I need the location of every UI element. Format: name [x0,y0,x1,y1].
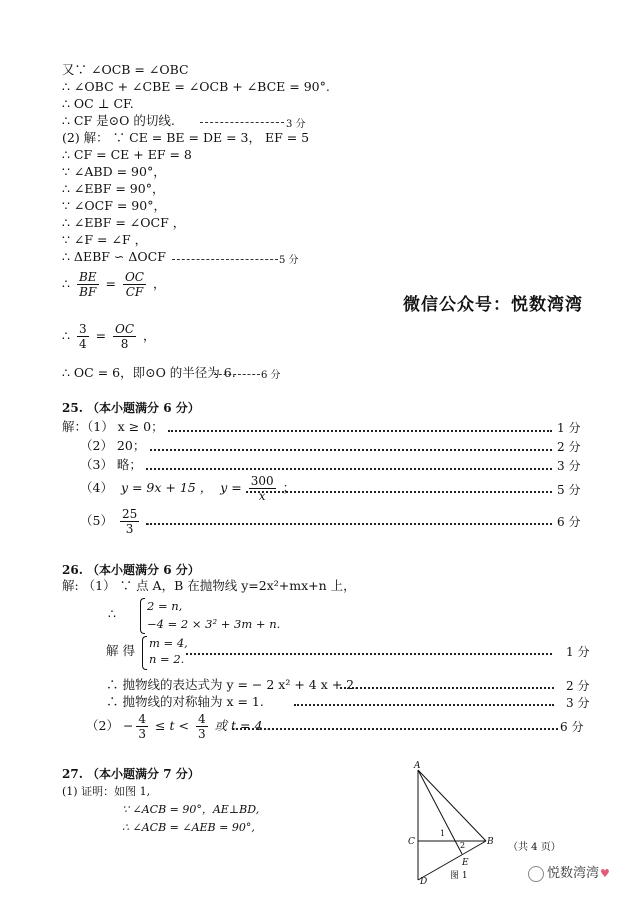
leader-dots [232,728,558,730]
score-mark: 3 分 [286,119,306,130]
answer-line-fraction: （5） $\frac{25}{3}$ . [80,507,151,536]
answer-line: （2） 20； [80,438,146,453]
answer-line: ∵ ∠ACB = 90°，AE⊥BD, [122,803,260,816]
score-mark: 5 分 [557,483,581,497]
score-mark: 1 分 [566,645,590,659]
proof-line: ∴ CF = CE + EF = 8 [62,147,192,162]
therefore-symbol: ∴ [108,606,116,621]
proof-line: ∴ CF 是⊙O 的切线. [62,113,175,128]
fraction: $\frac{4}{3}$ [138,712,147,741]
answer-line-fraction: （4） y = 9x + 15 ， y = $\frac{300}{x}$ ； [80,474,296,503]
question-title: 27. （本小题满分 7 分） [62,767,200,781]
score-mark: 3 分 [557,459,581,473]
leader-dots [246,491,552,493]
label-B: B [487,837,494,847]
logo-text: 悦数湾湾 [547,866,600,881]
fraction: $\frac{3}{4}$ [78,322,87,351]
label-A: A [414,761,421,771]
score-mark: 2 分 [566,679,590,693]
answer-line: 解 得 [106,643,135,658]
label-C: C [408,837,415,847]
therefore-symbol: ∴ [62,328,70,343]
figure-caption: 图 1 [450,871,468,881]
page-count-note: （共 4 页） [508,842,561,853]
answer-line-fraction: （2） − $\frac{4}{3}$ ≤ t < $\frac{4}{3}$ 或 t = 4 . [86,712,271,741]
score-mark: 6 分 [557,515,581,529]
equation-line: m = 4, [149,636,188,650]
proof-line: ∵ ∠OCF = 90°， [62,198,166,213]
proof-line: ∴ ∠EBF = ∠OCF ， [62,215,186,230]
question-title: 26. （本小题满分 6 分） [62,563,200,577]
equation-line: −4 = 2 × 3² + 3m + n. [147,617,281,631]
proof-line: ∵ ∠F = ∠F ， [62,232,148,247]
label-E: E [462,858,469,868]
proof-line-fraction: ∴ $\frac{3}{4}$ = $\frac{OC}{8}$ ， [62,322,156,351]
score-mark: 6 分 [560,720,584,734]
therefore-symbol: ∴ [62,276,70,291]
leader-dots [168,430,552,432]
equation-brace [142,636,147,670]
fraction: $\frac{OC}{CF}$ [124,270,144,299]
fraction: $\frac{4}{3}$ [197,712,206,741]
proof-line: ∴ OC ⊥ CF. [62,96,134,111]
fraction: $\frac{OC}{8}$ [115,322,135,351]
equation-line: 2 = n, [147,599,183,613]
question-title: 25. （本小题满分 6 分） [62,401,200,415]
answer-line: 解: （1） ∵ 点 A，B 在抛物线 y=2x²+mx+n 上， [62,578,356,593]
leader-dots [150,449,552,451]
equation-line: n = 2. [149,652,185,666]
score-mark: 3 分 [566,696,590,710]
answer-line: ∴ 抛物线的表达式为 y = − 2 x² + 4 x + 2. [106,677,359,692]
logo [528,862,610,882]
answer-line: ∴ 抛物线的对称轴为 x = 1. [106,694,264,709]
leader-dots [294,704,554,706]
leader-dots [186,653,552,655]
answer-line: (1) 证明：如图 1, [62,785,151,798]
heart-icon: ♥ [600,867,610,880]
proof-line: ∵ ∠ABD = 90°， [62,164,166,179]
fraction: $\frac{25}{3}$ [121,507,138,536]
fraction: $\frac{300}{x}$ [250,474,274,503]
fraction: $\frac{BE}{BF}$ [78,270,97,299]
watermark-text: 微信公众号：悦数湾湾 [403,295,583,315]
score-mark: 6 分 [261,370,281,381]
angle-label-2: 2 [460,841,466,850]
logo-icon [528,866,544,882]
leader-dots [146,468,552,470]
segment-AB [418,770,486,841]
proof-line: (2) 解： ∵ CE = BE = DE = 3， EF = 5 [62,130,310,145]
leader-dots [340,687,554,689]
equation-brace [140,598,145,634]
score-mark: 5 分 [279,255,299,266]
leader-dashes [214,374,260,375]
proof-line: 又∵ ∠OCB = ∠OBC [62,62,189,77]
score-mark: 2 分 [557,440,581,454]
leader-dashes [200,122,284,123]
proof-line: ∴ ∠OBC + ∠CBE = ∠OCB + ∠BCE = 90°. [62,79,330,94]
answer-line: ∴ ∠ACB = ∠AEB = 90°, [122,821,255,834]
score-mark: 1 分 [557,421,581,435]
answer-line: （3） 略； [80,457,142,472]
leader-dashes [172,259,278,260]
label-D: D [420,877,428,887]
proof-line: ∴ ΔEBF ∽ ΔOCF [62,249,166,264]
proof-line-fraction: ∴ $\frac{BE}{BF}$ = $\frac{OC}{CF}$ ， [62,270,166,299]
answer-line: 解：（1） x ≥ 0； [62,419,164,434]
proof-line: ∴ OC = 6，即⊙O 的半径为 6. [62,365,236,380]
angle-label-1: 1 [440,829,446,838]
geometry-figure [400,760,510,895]
leader-dots [146,523,552,525]
proof-line: ∴ ∠EBF = 90°， [62,181,165,196]
